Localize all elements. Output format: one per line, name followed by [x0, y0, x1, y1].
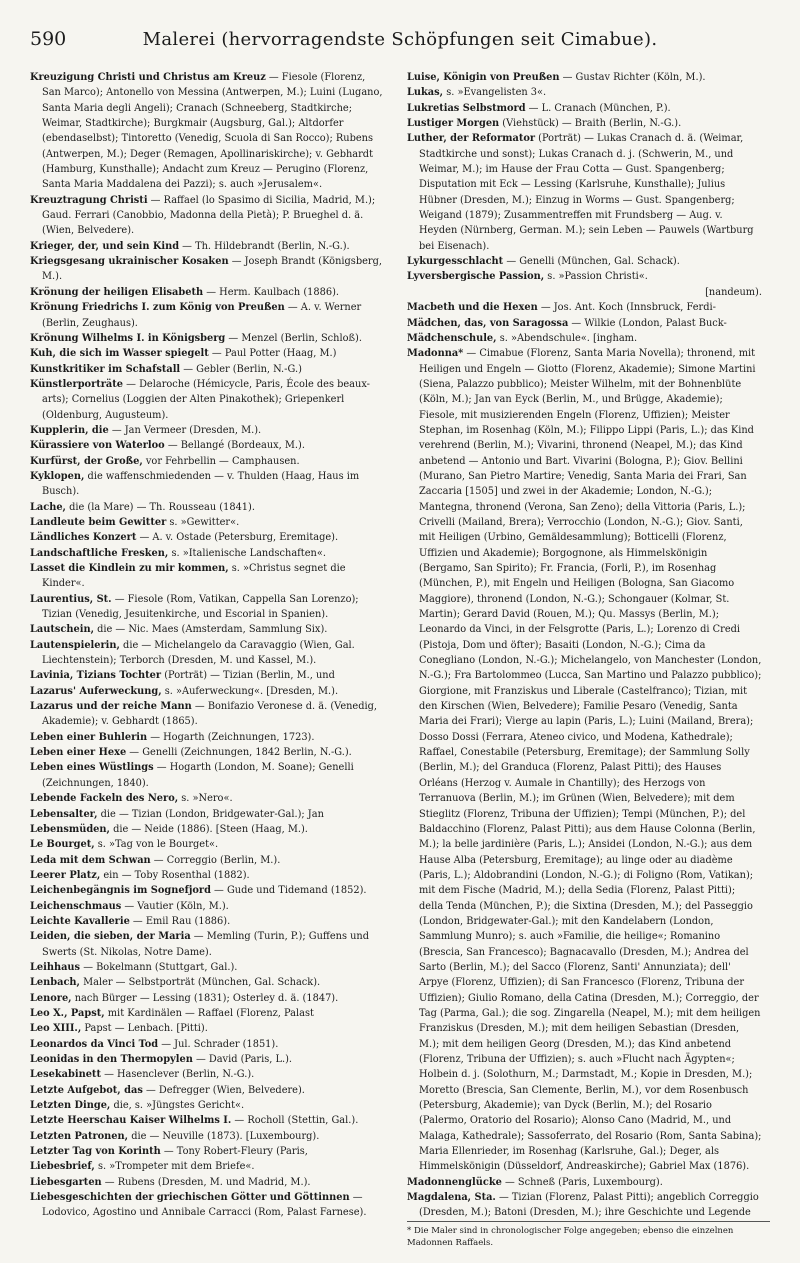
entry-text: — Bellangé (Bordeaux, M.).: [164, 440, 305, 452]
entry-text: — Cimabue (Florenz, Santa Maria Novella); thronend, mit Heiligen und Engeln — Giotto (Florenz, Akademie); Simone Martini (Siena, Palazzo pubblico); Meister Wilhelm, mit der Bohnenblüte (Köln, M.); Jan van Eyck (Berlin, M., und Brügge, Akademie); Fiesole, mit musizierenden Engeln (Florenz, Uffizien); Meister Stephan, im Rosenhag (Köln, M.); Filippo Lippi (Paris, L.); das Kind verehrend (Berlin, M.); Vivarini, thronend (Neapel, M.); das Kind anbetend — Antonio und Bart. Vivarini (Bologna, P.); Giov. Bellini (Murano, San Pietro Martire; Venedig, Santa Maria dei Frari, San Zaccaria [1505] und zwei in der Akademie; London, N.-G.); Mantegna, thronend (Verona, San Zeno); della Vittoria (Paris, L.); Crivelli (Mailand, Brera); Verrocchio (London, N.-G.); Giov. Santi, mit Heiligen (Urbino, Gemäldesammlung); Botticelli (Florenz, Uffizien und Akademie); Borgognone, als Himmelskönigin (Bergamo, San Spirito); Fr. Francia, (Forli, P.), im Rosenhag (München, P.), mit Engeln und Heiligen (Bologna, San Giacomo Maggiore), thronend (London, N.-G.); Schongauer (Kolmar, St. Martin); Gerard David (Rouen, M.); Qu. Massys (Berlin, M.); Leonardo da Vinci, in der Felsgrotte (Paris, L.); Lorenzo di Credi (Pistoja, Dom und öfter); Basaiti (London, N.-G.); Cima da Conegliano (London, N.-G.); Michelangelo, von Manchester (London, N.-G.); Fra Bartolommeo (Lucca, San Martino und Palazzo pubblico); Giorgione, mit Franziskus und Liberale (Castelfranco); Tizian, mit den Kirschen (Wien, Belvedere); Familie Pesaro (Venedig, Santa Maria dei Frari); Vierge au lapin (Paris, L.); Luini (Mailand, Brera); Dosso Dossi (Ferrara, Ateneo civico, und Modena, Kathedrale); Raffael, Conestabile (Petersburg, Eremitage); der Sammlung Solly (Berlin, M.); del Granduca (Florenz, Palast Pitti); des Hauses Orléans (Herzog v. Aumale in Chantilly); des Herzogs von Terranuova (Berlin, M.); im Grünen (Wien, Belvedere); mit dem Stieglitz (Florenz, Tribuna der Uffizien); Tempi (München, P.); del Baldacchino (Florenz, Palast Pitti); aus dem Hause Colonna (Berlin, M.); la belle jardinière (Paris, L.); Ansidei (London, N.-G.); aus dem Hause Alba (Petersburg, Eremitage); au linge oder au diadème (Paris, L.); Aldobrandini (London, N.-G.); di Foligno (Rom, Vatikan); mit dem Fische (Madrid, M.); della Sedia (Florenz, Palast Pitti); della Tenda (München, P.); die Sixtina (Dresden, M.); del Passeggio (London, Bridgewater-Gal.); mit den Kandelabern (London, Sammlung Munro); s. auch »Familie, die heilige«; Romanino (Brescia, San Francesco); Bagnacavallo (Dresden, M.); Andrea del Sarto (Berlin, M.); del Sacco (Florenz, Santi' Annunziata); dell' Arpye (Florenz, Uffizien); di San Francesco (Florenz, Tribuna der Uffizien); Giulio Romano, della Catina (Dresden, M.); Correggio, der Tag (Parma, Gal.); die sog. Zingarella (Neapel, M.); mit dem heiligen Franziskus (Dresden, M.); mit dem heiligen Sebastian (Dresden, M.); mit dem heiligen Georg (Dresden, M.); das Kind anbetend (Florenz, Tribuna der Uffizien); s. auch »Flucht nach Ägypten«; Holbein d. j. (Solothurn, M.; Darmstadt, M.; Kopie in Dresden, M.); Moretto (Brescia, San Clemente, Berlin, M.), vor dem Rosenbusch (Petersburg, Akademie); van Dyck (Berlin, M.); del Rosario (Palermo, Oratorio del Rosario); Alonso Cano (Madrid, M., und Malaga, Kathedrale); Sassoferrato, del Rosario (Rom, Santa Sabina); Maria Ellenrieder, im Rosenhag (Karlsruhe, Gal.); Deger, als Himmelskönigin (Düsseldorf, Andreaskirche); Gabriel Max (1876).: [419, 348, 762, 1173]
dictionary-entry: [30, 699, 385, 730]
entry-text: mit Kardinälen — Raffael (Florenz, Palast: [104, 1007, 314, 1019]
entry-headword: Kriegsgesang ukrainischer Kosaken: [30, 256, 229, 268]
dictionary-entry: [30, 1175, 385, 1190]
dictionary-entry: [30, 239, 385, 254]
entry-headword: Leda mit dem Schwan: [30, 854, 151, 866]
entry-text: die, s. »Jüngstes Gericht«.: [110, 1100, 245, 1112]
entry-text: — Fiesole (Rom, Vatikan, Cappella San Lorenzo); Tizian (Venedig, Jesuitenkirche, und Escorial in Spanien).: [42, 593, 359, 621]
entry-text: (Porträt) — Lukas Cranach d. ä. (Weimar, Stadtkirche und sonst); Lukas Cranach d. j. (Schwerin, M., und Weimar, M.); im Hause der Frau Cotta — Gust. Spangenberg; Disputation mit Eck — Lessing (Karlsruhe, Kunsthalle); Julius Hübner (Dresden, M.); Einzug in Worms — Gust. Spangenberg; Weigand (1879); Zusammentreffen mit Frundsberg — Aug. v. Heyden (Nürnberg, German. M.); sein Leben — Pauwels (Wartburg bei Eisenach).: [419, 133, 754, 252]
dictionary-entry: [30, 1067, 385, 1082]
entry-headword: Lache,: [30, 501, 66, 513]
dictionary-entry: [407, 300, 762, 315]
entry-text: — Rocholl (Stettin, Gal.).: [231, 1115, 359, 1127]
entry-headword: Leichenschmaus: [30, 900, 122, 912]
entry-text: Papst — Lenbach. [Pitti).: [81, 1023, 208, 1035]
entry-text: — Gebler (Berlin, N.-G.): [180, 363, 302, 375]
entry-text: die — Neide (1886). [Steen (Haag, M.).: [109, 823, 308, 835]
entry-text: Maler — Selbstporträt (München, Gal. Schack).: [79, 977, 321, 989]
dictionary-entry: [407, 131, 762, 254]
dictionary-entry: [30, 70, 385, 193]
dictionary-entry: [30, 546, 385, 561]
dictionary-entry: [30, 638, 385, 669]
dictionary-entry: [407, 316, 762, 331]
entry-headword: Lazarus' Auferweckung,: [30, 685, 162, 697]
entry-text: — Genelli (Zeichnungen, 1842 Berlin, N.-G.).: [126, 747, 352, 759]
entry-headword: Künstlerporträte: [30, 378, 124, 390]
dictionary-entry: [30, 454, 385, 469]
dictionary-entry: [407, 269, 762, 284]
dictionary-entry: [30, 1190, 385, 1220]
entry-headword: Leonidas in den Thermopylen: [30, 1054, 193, 1065]
entry-text: — Schneß (Paris, Luxembourg).: [501, 1176, 663, 1188]
dictionary-entry: [30, 1144, 385, 1159]
entry-text: ein — Toby Rosenthal (1882).: [100, 869, 250, 881]
entry-headword: Leonardos da Vinci Tod: [30, 1038, 159, 1050]
entry-text: s. »Christus segnet die Kinder«.: [42, 563, 346, 590]
dictionary-entry: [407, 116, 762, 131]
dictionary-entry: [30, 745, 385, 760]
entry-headword: Lesekabinett: [30, 1069, 101, 1081]
entry-headword: Kreuztragung Christi: [30, 194, 148, 206]
dictionary-entry: [30, 331, 385, 346]
entry-text: — Joseph Brandt (Königsberg, M.).: [42, 256, 382, 283]
entry-headword: Krönung Wilhelms I. in Königsberg: [30, 332, 226, 344]
entry-text: — Menzel (Berlin, Schloß).: [225, 332, 362, 344]
entry-text: — Jul. Schrader (1851).: [158, 1038, 279, 1050]
entry-text: die (la Mare) — Th. Rousseau (1841).: [65, 501, 255, 513]
entry-text: — Paul Potter (Haag, M.): [208, 348, 337, 360]
entry-text: s. »Nero«.: [178, 793, 233, 805]
entry-text: — A. v. Werner (Berlin, Zeughaus).: [42, 302, 362, 329]
dictionary-entry: [30, 423, 385, 438]
dictionary-entry: [30, 684, 385, 699]
entry-headword: Lukas,: [407, 87, 444, 99]
entry-text: — Rubens (Dresden, M. und Madrid, M.).: [101, 1176, 311, 1188]
dictionary-entry: [30, 1098, 385, 1113]
entry-headword: Lebensmüden,: [30, 823, 110, 835]
entry-text: — Tony Robert-Fleury (Paris,: [160, 1146, 308, 1158]
entry-headword: Leichte Kavallerie: [30, 915, 130, 927]
entry-headword: Letzter Tag von Korinth: [30, 1146, 161, 1158]
entry-headword: Mädchenschule,: [407, 332, 497, 344]
dictionary-entry: [407, 331, 762, 346]
entry-text: — Lodovico, Agostino und Annibale Carracci (Rom, Palast Farnese).: [42, 1192, 367, 1219]
dictionary-entry: [30, 515, 385, 530]
right-column: [407, 70, 762, 1220]
entry-text: — Vautier (Köln, M.).: [121, 900, 229, 912]
dictionary-entry: [30, 914, 385, 929]
page-number: 590: [30, 28, 67, 50]
dictionary-entry: [30, 1052, 385, 1067]
entry-text: — Gustav Richter (Köln, M.).: [559, 72, 706, 83]
entry-text: — Jos. Ant. Koch (Innsbruck, Ferdi-: [537, 302, 716, 314]
entry-text: — Fiesole (Florenz, San Marco); Antonello von Messina (Antwerpen, M.); Luini (Lugano, Santa Maria degli Angeli); Cranach (Schneeberg, Stadtkirche; Weimar, Stadtkirche); Burgkmair (Augsburg, Gal.); Altdorfer (ebendaselbst); Tintoretto (Venedig, Scuola di San Rocco); Rubens (Antwerpen, M.); Deger (Remagen, Apollinariskirche); v. Gebhardt (Hamburg, Kunsthalle); Andacht zum Kreuz — Perugino (Florenz, Santa Maria Maddalena dei Pazzi); s. auch »Jerusalem«.: [42, 72, 383, 191]
entry-headword: Magdalena, Sta.: [407, 1192, 496, 1204]
entry-text: — Wilkie (London, Palast Buck-: [568, 317, 727, 329]
entry-headword: Madonna*: [407, 348, 464, 360]
entry-text: die — Tizian (London, Bridgewater-Gal.); Jan: [97, 808, 324, 820]
entry-headword: Lautenspielerin,: [30, 639, 120, 651]
entry-text: vor Fehrbellin — Camphausen.: [142, 455, 300, 467]
entry-text: — Hogarth (Zeichnungen, 1723).: [147, 731, 315, 743]
entry-headword: Kyklopen,: [30, 470, 85, 482]
entry-text: — Hasenclever (Berlin, N.-G.).: [100, 1069, 255, 1081]
entry-text: — Correggio (Berlin, M.).: [150, 854, 281, 866]
dictionary-entry: [30, 561, 385, 592]
entry-headword: Leo X., Papst,: [30, 1007, 105, 1019]
dictionary-entry: [30, 1159, 385, 1174]
dictionary-entry: [30, 592, 385, 623]
dictionary-entry: [30, 791, 385, 806]
dictionary-entry: [30, 730, 385, 745]
entry-headword: Lenbach,: [30, 977, 80, 989]
entry-headword: Lenore,: [30, 992, 72, 1004]
entry-text: s. »Auferweckung«. [Dresden, M.).: [161, 685, 339, 697]
entry-headword: Letzte Aufgebot, das: [30, 1084, 143, 1096]
entry-headword: Kurfürst, der Große,: [30, 455, 143, 467]
entry-headword: Macbeth und die Hexen: [407, 302, 538, 314]
entry-headword: Liebesbrief,: [30, 1161, 95, 1173]
dictionary-entry: [30, 300, 385, 331]
entry-headword: Lazarus und der reiche Mann: [30, 701, 192, 713]
dictionary-entry: [30, 193, 385, 239]
entry-headword: Le Bourget,: [30, 839, 95, 851]
entry-continuation: [nandeum).: [705, 286, 762, 298]
entry-text: s. »Trompeter mit dem Briefe«.: [94, 1161, 255, 1173]
dictionary-entry: [407, 1190, 762, 1220]
entry-headword: Laurentius, St.: [30, 593, 112, 605]
entry-headword: Leiden, die sieben, der Maria: [30, 931, 191, 943]
entry-headword: Luther, der Reformator: [407, 133, 536, 145]
entry-text: — Emil Rau (1886).: [129, 915, 231, 927]
dictionary-entry: [30, 760, 385, 791]
dictionary-entry: [30, 622, 385, 637]
entry-headword: Luise, Königin von Preußen: [407, 72, 560, 83]
dictionary-entry: [30, 899, 385, 914]
entry-text: — Tizian (Florenz, Palast Pitti); angeblich Correggio (Dresden, M.); Batoni (Dresden, M.); ihre Geschichte und Legende: [419, 1192, 759, 1219]
entry-headword: Letzte Heerschau Kaiser Wilhelms I.: [30, 1115, 232, 1127]
dictionary-entry: [30, 975, 385, 990]
dictionary-entry: [407, 1175, 762, 1190]
dictionary-entry: [30, 500, 385, 515]
entry-headword: Lebende Fackeln des Nero,: [30, 793, 179, 805]
entry-text: (Porträt) — Tizian (Berlin, M., und: [161, 670, 335, 682]
entry-text: — Th. Hildebrandt (Berlin, N.-G.).: [179, 240, 350, 252]
entry-headword: Lyversbergische Passion,: [407, 271, 545, 283]
entry-text: — Defregger (Wien, Belvedere).: [142, 1084, 305, 1096]
entry-headword: Landleute beim Gewitter: [30, 516, 167, 528]
entry-text: — Memling (Turin, P.); Guffens und Swerts (St. Nikolas, Notre Dame).: [42, 931, 369, 958]
dictionary-entry: [30, 1129, 385, 1144]
entry-headword: Lebensalter,: [30, 808, 98, 820]
dictionary-entry: [30, 254, 385, 285]
entry-text: die waffenschmiedenden — v. Thulden (Haag, Haus im Busch).: [42, 470, 360, 498]
dictionary-entry: [30, 1021, 385, 1036]
dictionary-entry: [407, 85, 762, 100]
dictionary-entry: [30, 346, 385, 361]
entry-headword: Leihhaus: [30, 961, 81, 973]
entry-text: — Jan Vermeer (Dresden, M.).: [108, 424, 262, 436]
dictionary-entry: [30, 1006, 385, 1021]
entry-headword: Lustiger Morgen: [407, 118, 500, 130]
dictionary-entry: [407, 346, 762, 1175]
dictionary-entry: [30, 469, 385, 500]
entry-headword: Krieger, der, und sein Kind: [30, 240, 180, 252]
entry-text: s. »Passion Christi«.: [544, 271, 648, 283]
page-header: [30, 22, 770, 56]
dictionary-entry: [30, 1083, 385, 1098]
entry-headword: Leerer Platz,: [30, 869, 101, 881]
dictionary-entry: [407, 70, 762, 85]
entry-headword: Kupplerin, die: [30, 424, 109, 436]
entry-text: — Bonifazio Veronese d. ä. (Venedig, Akademie); v. Gebhardt (1865).: [42, 701, 378, 728]
entry-headword: Kürassiere von Waterloo: [30, 440, 165, 452]
entry-headword: Krönung Friedrichs I. zum König von Preußen: [30, 302, 285, 314]
dictionary-entry: [30, 285, 385, 300]
entry-headword: Liebesgeschichten der griechischen Götter und Göttinnen: [30, 1192, 350, 1204]
running-title: Malerei (hervorragendste Schöpfungen seit Cimabue).: [142, 28, 658, 50]
entry-headword: Lasset die Kindlein zu mir kommen,: [30, 563, 229, 574]
entry-headword: Madonnenglücke: [407, 1176, 502, 1188]
entry-text: s. »Abendschule«. [ingham.: [496, 332, 638, 344]
entry-headword: Lautschein,: [30, 624, 94, 636]
entry-text: die — Michelangelo da Caravaggio (Wien, Gal. Liechtenstein); Terborch (Dresden, M. und Kassel, M.).: [42, 639, 355, 667]
entry-text: s. »Italienische Landschaften«.: [168, 547, 326, 559]
entry-headword: Leben einer Buhlerin: [30, 731, 148, 743]
dictionary-entry: [30, 807, 385, 822]
entry-text: — A. v. Ostade (Petersburg, Eremitage).: [136, 532, 339, 544]
entry-text: — Raffael (lo Spasimo di Sicilia, Madrid, M.); Gaud. Ferrari (Canobbio, Madonna della Pietà); P. Brueghel d. ä. (Wien, Belvedere).: [42, 194, 376, 237]
entry-text: — David (Paris, L.).: [192, 1054, 293, 1065]
dictionary-entry: [30, 1113, 385, 1128]
dictionary-entry: [30, 362, 385, 377]
dictionary-entry: [30, 530, 385, 545]
entry-text: die — Nic. Maes (Amsterdam, Sammlung Six).: [93, 624, 328, 636]
entry-headword: Krönung der heiligen Elisabeth: [30, 286, 204, 298]
entry-text: s. »Gewitter«.: [166, 516, 240, 528]
entry-text: nach Bürger — Lessing (1831); Osterley d. ä. (1847).: [71, 992, 339, 1004]
dictionary-entry: [30, 991, 385, 1006]
dictionary-entry: [30, 960, 385, 975]
entry-text: — L. Cranach (München, P.).: [525, 102, 671, 114]
entry-text: — Genelli (München, Gal. Schack).: [503, 256, 680, 268]
entry-text: — Herm. Kaulbach (1886).: [203, 286, 340, 298]
dictionary-entry: [30, 853, 385, 868]
entry-headword: Kuh, die sich im Wasser spiegelt: [30, 348, 209, 360]
dictionary-entry: [30, 438, 385, 453]
entry-headword: Lykurgesschlacht: [407, 256, 504, 268]
entry-headword: Lukretias Selbstmord: [407, 102, 526, 114]
entry-headword: Leichenbegängnis im Sognefjord: [30, 885, 211, 897]
dictionary-entry: [30, 822, 385, 837]
entry-text: — Bokelmann (Stuttgart, Gal.).: [80, 961, 238, 973]
entry-text: s. »Tag von le Bourget«.: [94, 839, 219, 851]
dictionary-entry: [30, 837, 385, 852]
dictionary-entry: [30, 868, 385, 883]
entry-headword: Lavinia, Tizians Tochter: [30, 670, 162, 682]
entry-headword: Letzten Dinge,: [30, 1100, 111, 1112]
entry-text: — Gude und Tidemand (1852).: [210, 885, 367, 897]
entry-headword: Liebesgarten: [30, 1176, 102, 1188]
entry-text: — Delaroche (Hémicycle, Paris, École des beaux-arts); Cornelius (Loggien der Alten Pinakothek); Griepenkerl (Oldenburg, Augusteum).: [42, 378, 370, 421]
dictionary-entry: [30, 668, 385, 683]
dictionary-entry: [407, 101, 762, 116]
dictionary-entry: [30, 929, 385, 960]
entry-headword: Kunstkritiker im Schafstall: [30, 363, 181, 375]
entry-text: — Hogarth (London, M. Soane); Genelli (Zeichnungen, 1840).: [42, 762, 354, 789]
dictionary-entry: [30, 883, 385, 898]
entry-headword: Mädchen, das, von Saragossa: [407, 317, 569, 329]
entry-headword: Letzten Patronen,: [30, 1130, 129, 1142]
entry-headword: Leben einer Hexe: [30, 747, 127, 759]
entry-headword: Kreuzigung Christi und Christus am Kreuz: [30, 72, 266, 83]
entry-headword: Ländliches Konzert: [30, 532, 137, 544]
dictionary-entry: [30, 1037, 385, 1052]
left-column: [30, 70, 385, 1220]
dictionary-entry: [30, 377, 385, 423]
dictionary-entry: [407, 254, 762, 269]
entry-headword: Landschaftliche Fresken,: [30, 547, 169, 559]
entry-headword: Leben eines Wüstlings: [30, 762, 154, 774]
entry-text: (Viehstück) — Braith (Berlin, N.-G.).: [499, 118, 682, 130]
footnote: * Die Maler sind in chronologischer Folge angegeben; ebenso die einzelnen Madonnen Raffaels.: [407, 1221, 770, 1249]
entry-text: s. »Evangelisten 3«.: [443, 87, 547, 99]
entry-headword: Leo XIII.,: [30, 1023, 82, 1035]
entry-text: die — Neuville (1873). [Luxembourg).: [128, 1130, 320, 1142]
